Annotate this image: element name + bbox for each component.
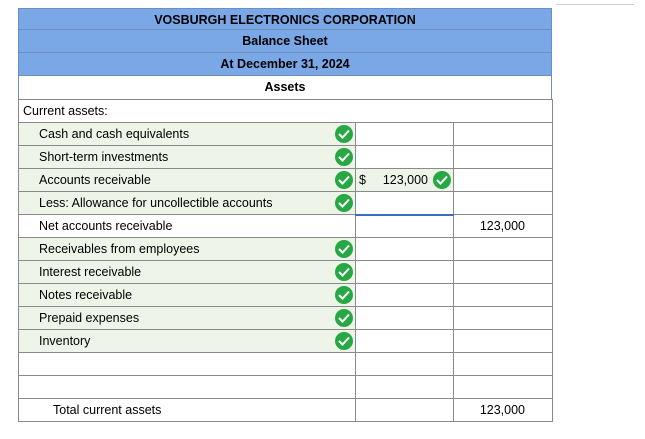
subtotal-input[interactable] [454, 123, 553, 146]
table-row [19, 376, 553, 399]
statement-title: Balance Sheet [18, 30, 552, 53]
subtotal-input[interactable] [454, 330, 553, 353]
subtotal-input[interactable] [454, 192, 553, 215]
account-label: Receivables from employees [39, 242, 200, 256]
amount-input[interactable] [356, 192, 454, 215]
subtotal-input[interactable] [454, 146, 553, 169]
amount-input[interactable] [356, 238, 454, 261]
account-select[interactable] [19, 353, 356, 376]
table-row [19, 169, 553, 192]
account-select[interactable] [19, 123, 356, 146]
table-row [19, 215, 553, 238]
table-row [19, 307, 553, 330]
check-icon [335, 309, 353, 327]
account-label: Less: Allowance for uncollectible accounts [39, 196, 273, 210]
account-label: Cash and cash equivalents [39, 127, 190, 141]
amount-input[interactable] [356, 123, 454, 146]
check-icon [335, 240, 353, 258]
subtotal-input[interactable] [454, 261, 553, 284]
account-label: Notes receivable [39, 288, 133, 302]
amount-value: 123,000 [382, 173, 428, 187]
account-select[interactable] [19, 261, 356, 284]
amount-input[interactable] [356, 215, 454, 238]
total-label: Total current assets [53, 403, 162, 417]
account-select[interactable] [19, 330, 356, 353]
top-divider [556, 4, 634, 5]
table-row [19, 330, 553, 353]
check-icon [335, 125, 353, 143]
section-heading: Assets [18, 76, 552, 99]
check-icon [335, 286, 353, 304]
account-label-cell [19, 215, 356, 238]
table-row [19, 238, 553, 261]
table-row [19, 192, 553, 215]
table-row [19, 261, 553, 284]
check-icon [335, 194, 353, 212]
account-label: Interest receivable [39, 265, 142, 279]
subtotal-value[interactable]: 123,000 [454, 215, 553, 238]
balance-sheet [18, 8, 552, 422]
subtotal-input[interactable] [454, 284, 553, 307]
check-icon [335, 263, 353, 281]
table-row [19, 353, 553, 376]
amount-input[interactable] [356, 376, 454, 399]
account-select[interactable] [19, 192, 356, 215]
account-label: Accounts receivable [39, 173, 151, 187]
statement-date: At December 31, 2024 [18, 53, 552, 76]
account-select[interactable] [19, 376, 356, 399]
account-select[interactable] [19, 169, 356, 192]
amount-input[interactable] [356, 353, 454, 376]
subtotal-input[interactable] [454, 238, 553, 261]
current-assets-row [19, 100, 553, 123]
amount-input[interactable] [356, 146, 454, 169]
account-select[interactable] [19, 146, 356, 169]
subtotal-input[interactable] [454, 376, 553, 399]
amount-input[interactable] [356, 399, 454, 422]
account-label: Short-term investments [39, 150, 169, 164]
total-row [19, 399, 553, 422]
current-assets-label: Current assets: [19, 100, 356, 123]
account-label: Net accounts receivable [39, 219, 173, 233]
account-label: Prepaid expenses [39, 311, 140, 325]
check-icon [433, 171, 451, 189]
account-select[interactable] [19, 284, 356, 307]
subtotal-input[interactable] [454, 353, 553, 376]
currency-symbol: $ [359, 173, 366, 187]
amount-input[interactable] [356, 284, 454, 307]
account-select[interactable] [19, 307, 356, 330]
company-name: VOSBURGH ELECTRONICS CORPORATION [18, 8, 552, 30]
total-label-cell [19, 399, 356, 422]
table-row [19, 284, 553, 307]
table-row [19, 123, 553, 146]
amount-input[interactable] [356, 261, 454, 284]
table-row [19, 146, 553, 169]
account-select[interactable] [19, 238, 356, 261]
check-icon [335, 171, 353, 189]
account-label: Inventory [39, 334, 91, 348]
asset-table [18, 99, 553, 422]
subtotal-input[interactable] [454, 169, 553, 192]
amount-input[interactable] [356, 330, 454, 353]
subtotal-input[interactable] [454, 307, 553, 330]
total-value[interactable]: 123,000 [454, 399, 553, 422]
amount-input[interactable] [356, 169, 454, 192]
amount-input[interactable] [356, 307, 454, 330]
check-icon [335, 332, 353, 350]
check-icon [335, 148, 353, 166]
